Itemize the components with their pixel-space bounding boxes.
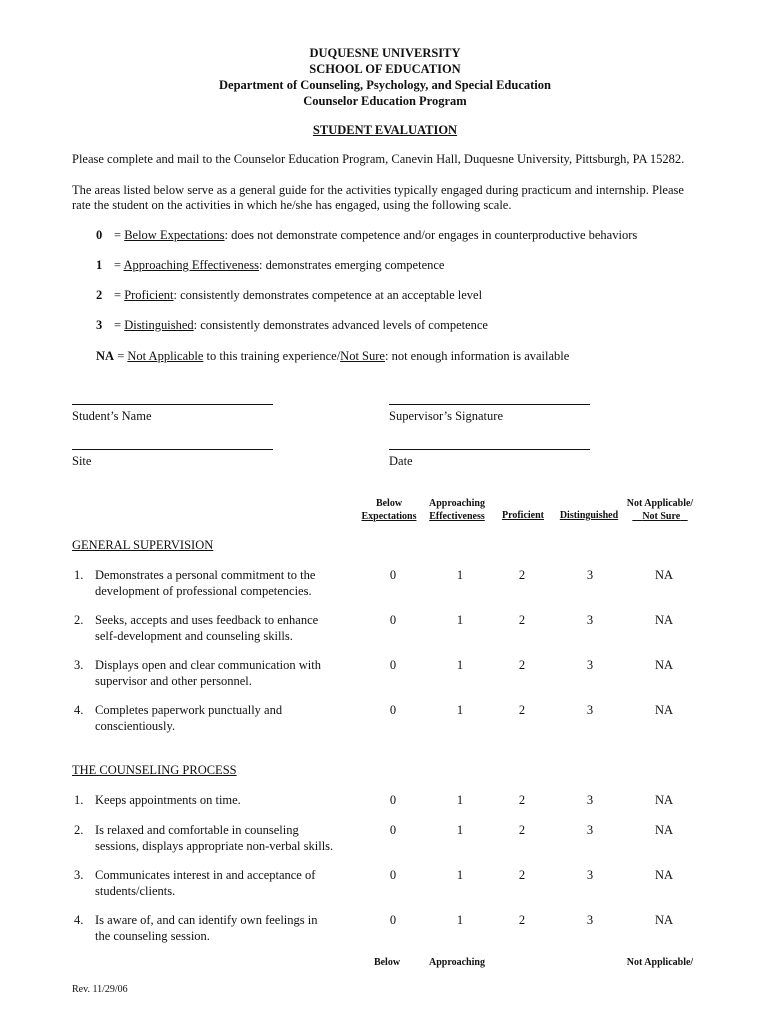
scale-description: : consistently demonstrates advanced levels of competence [193,318,488,332]
revision-date: Rev. 11/29/06 [72,984,128,995]
scale-description: : demonstrates emerging competence [259,258,445,272]
rating-option[interactable]: NA [654,913,674,927]
list-item: 2. Is relaxed and comfortable in counseling sessions, displays appropriate non-verbal skills. [74,823,334,853]
rating-option[interactable]: NA [654,868,674,882]
list-item: 1. Demonstrates a personal commitment to the development of professional competencies. [74,568,316,598]
rating-option[interactable]: 0 [389,868,397,882]
section-title-general-supervision: GENERAL SUPERVISION [72,538,214,552]
rating-option[interactable]: 0 [389,823,397,837]
rating-option[interactable]: 2 [518,793,526,807]
rating-option[interactable]: 3 [586,823,594,837]
rating-option[interactable]: 3 [586,658,594,672]
list-item: 3. Displays open and clear communication with supervisor and other personnel. [74,658,321,688]
col-header-not-applicable: Not Applicable/ Not Sure [626,498,694,522]
rating-option[interactable]: 1 [456,823,464,837]
guide-instructions-line2: rate the student on the activities in which he/she has engaged, using the following scale. [72,198,512,212]
supervisor-signature-line[interactable] [389,404,590,405]
scale-number: 1 [96,258,103,272]
list-item: 2. Seeks, accepts and uses feedback to enhance self-development and counseling skills. [74,613,319,643]
rating-option[interactable]: 0 [389,568,397,582]
student-name-label: Student’s Name [72,409,152,423]
scale-number: 2 [96,288,103,302]
rating-option[interactable]: 2 [518,658,526,672]
scale-row-0: 0 = Below Expectations: does not demonstrate competence and/or engages in counterproductive behaviors [96,228,638,242]
rating-option[interactable]: 1 [456,613,464,627]
na-label: NA [96,349,115,363]
rating-option[interactable]: 3 [586,913,594,927]
list-item: 4. Completes paperwork punctually and conscientiously. [74,703,283,733]
col-header-distinguished: Distinguished [559,510,619,521]
rating-option[interactable]: 3 [586,568,594,582]
guide-instructions-line1: The areas listed below serve as a general guide for the activities typically engaged during practicum and internship. Please [72,183,684,197]
rating-option[interactable]: 0 [389,658,397,672]
scale-row-3: 3 = Distinguished: consistently demonstrates advanced levels of competence [96,318,488,332]
rating-option[interactable]: 2 [518,703,526,717]
student-name-line[interactable] [72,404,273,405]
list-item: 1. Keeps appointments on time. [74,793,241,807]
col-header-proficient: Proficient [501,510,545,521]
rating-option[interactable]: NA [654,823,674,837]
scale-number: 0 [96,228,103,242]
footer-col-na: Not Applicable/ [626,957,694,968]
rating-option[interactable]: 2 [518,823,526,837]
form-title: STUDENT EVALUATION [312,123,458,137]
list-item: 3. Communicates interest in and acceptance of students/clients. [74,868,316,898]
rating-option[interactable]: 1 [456,793,464,807]
scale-row-na: NA = Not Applicable to this training experience/Not Sure: not enough information is available [96,349,570,363]
footer-col-below: Below [373,957,401,968]
department-name: Department of Counseling, Psychology, and Special Education [219,78,551,92]
scale-number: 3 [96,318,103,332]
scale-row-2: 2 = Proficient: consistently demonstrates competence at an acceptable level [96,288,483,302]
mail-instructions: Please complete and mail to the Counselor Education Program, Canevin Hall, Duquesne University, Pittsburgh, PA 15282. [72,152,685,166]
rating-option[interactable]: 2 [518,613,526,627]
rating-option[interactable]: 1 [456,658,464,672]
rating-option[interactable]: 0 [389,793,397,807]
footer-col-approaching: Approaching [429,957,485,968]
site-line[interactable] [72,449,273,450]
scale-term: Proficient [124,288,174,302]
date-line[interactable] [389,449,590,450]
rating-option[interactable]: 3 [586,868,594,882]
col-header-below-expectations: Below Expectations [361,498,417,522]
rating-option[interactable]: 0 [389,613,397,627]
university-name: DUQUESNE UNIVERSITY [309,46,461,60]
col-header-approaching-effectiveness: Approaching Effectiveness [429,498,485,522]
rating-option[interactable]: 1 [456,868,464,882]
site-label: Site [72,454,92,468]
na-term-not-sure: Not Sure [340,349,385,363]
rating-option[interactable]: 0 [389,913,397,927]
school-name: SCHOOL OF EDUCATION [309,62,461,76]
program-name: Counselor Education Program [303,94,467,108]
rating-option[interactable]: NA [654,703,674,717]
rating-option[interactable]: 0 [389,703,397,717]
rating-option[interactable]: NA [654,568,674,582]
rating-option[interactable]: 3 [586,793,594,807]
rating-option[interactable]: 2 [518,568,526,582]
rating-option[interactable]: NA [654,793,674,807]
rating-option[interactable]: 2 [518,868,526,882]
scale-term: Approaching Effectiveness [123,258,259,272]
date-label: Date [389,454,413,468]
scale-term: Below Expectations [124,228,225,242]
rating-option[interactable]: 2 [518,913,526,927]
scale-description: : does not demonstrate competence and/or engages in counterproductive behaviors [224,228,638,242]
rating-option[interactable]: 3 [586,613,594,627]
rating-option[interactable]: 3 [586,703,594,717]
scale-description: : consistently demonstrates competence at an acceptable level [173,288,483,302]
scale-term: Distinguished [124,318,194,332]
rating-option[interactable]: NA [654,613,674,627]
supervisor-signature-label: Supervisor’s Signature [389,409,503,423]
section-title-counseling-process: THE COUNSELING PROCESS [72,763,237,777]
na-term-not-applicable: Not Applicable [127,349,204,363]
rating-option[interactable]: 1 [456,703,464,717]
rating-option[interactable]: 1 [456,568,464,582]
scale-row-1: 1 = Approaching Effectiveness: demonstrates emerging competence [96,258,445,272]
rating-option[interactable]: NA [654,658,674,672]
list-item: 4. Is aware of, and can identify own feelings in the counseling session. [74,913,318,943]
rating-option[interactable]: 1 [456,913,464,927]
